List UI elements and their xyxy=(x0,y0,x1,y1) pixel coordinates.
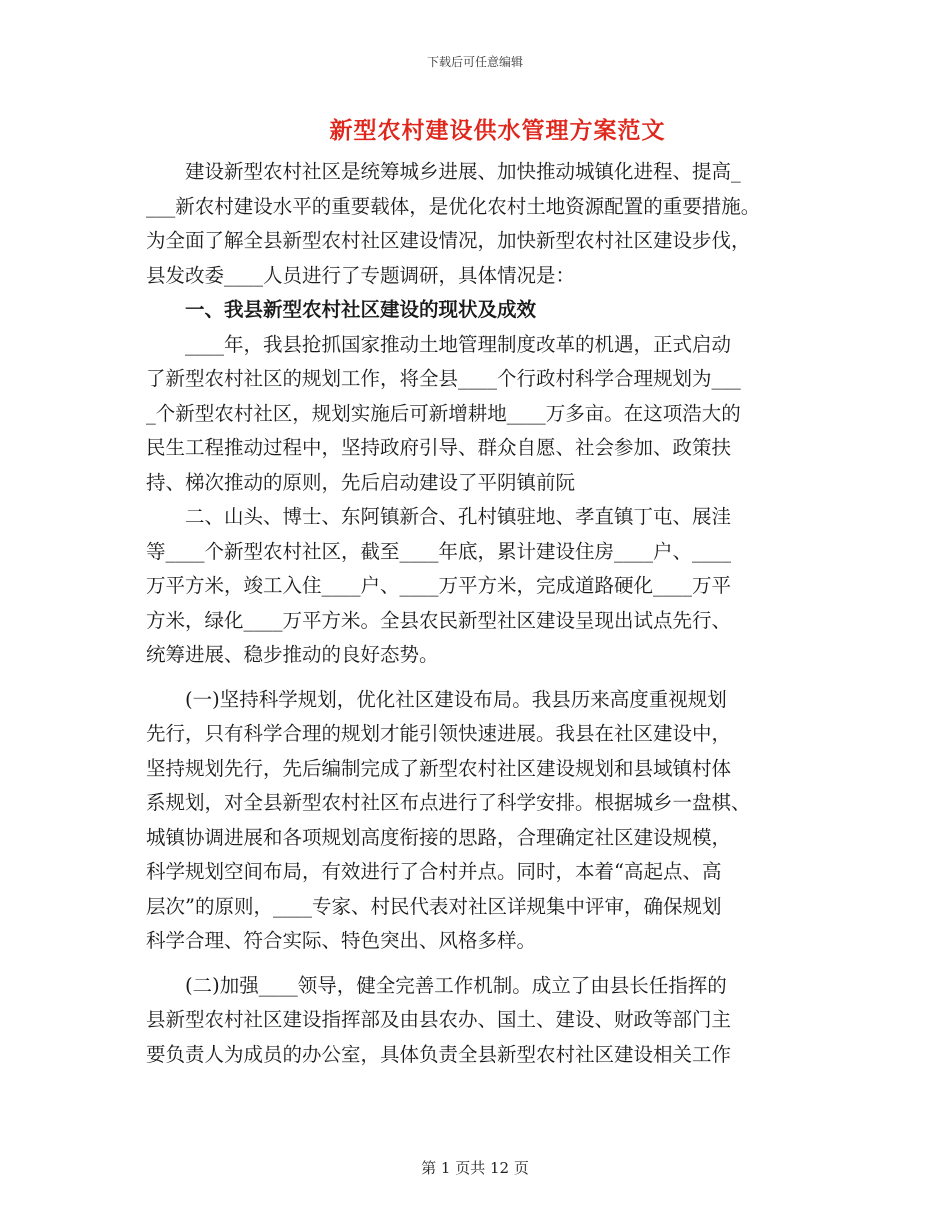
text-line: 县新型农村社区建设指挥部及由县农办、国土、建设、财政等部门主 xyxy=(146,1008,732,1031)
page-header-note: 下载后可任意编辑 xyxy=(426,55,523,69)
paragraph-leadership xyxy=(146,969,816,1073)
text-line: 建设新型农村社区是统筹城乡进展、加快推动城镇化进程、提高_ xyxy=(146,160,741,183)
document-body xyxy=(146,155,816,1072)
paragraph-intro xyxy=(146,155,816,293)
paragraph-planning xyxy=(146,683,816,959)
text-line: 科学合理、符合实际、特色突出、风格多样。 xyxy=(146,929,537,952)
text-line: 二、山头、博士、东阿镇新合、孔村镇驻地、孝直镇丁屯、展洼 xyxy=(146,505,732,528)
text-line: 方米，绿化____万平方米。全县农民新型社区建设呈现出试点先行、 xyxy=(146,608,732,632)
text-line: 层次”的原则，____专家、村民代表对社区详规集中评审，确保规划 xyxy=(146,894,722,918)
text-line: 万平方米，竣工入住____户、____万平方米，完成道路硬化____万平 xyxy=(146,574,732,597)
text-line: ____年，我县抢抓国家推动土地管理制度改革的机遇，正式启动 xyxy=(146,332,732,356)
paragraph-section-2 xyxy=(146,500,816,673)
text-line: 坚持规划先行，先后编制完成了新型农村社区建设规划和县域镇村体 xyxy=(146,756,732,780)
text-line: 要负责人为成员的办公室，具体负责全县新型农村社区建设相关工作 xyxy=(146,1042,732,1066)
text-line: 科学规划空间布局，有效进行了合村并点。同时，本着“高起点、高 xyxy=(146,860,722,883)
text-line: 民生工程推动过程中，坚持政府引导、群众自愿、社会参加、政策扶 xyxy=(146,436,732,459)
text-line: 先行，只有科学合理的规划才能引领快速进展。我县在社区建设中， xyxy=(146,722,732,745)
paragraph-status xyxy=(146,328,816,501)
text-line: 持、梯次推动的原则，先后启动建设了平阴镇前阮 xyxy=(146,470,576,494)
text-line: 为全面了解全县新型农村社区建设情况，加快新型农村社区建设步伐， xyxy=(146,229,751,252)
text-line: _个新型农村社区，规划实施后可新增耕地____万多亩。在这项浩大的 xyxy=(146,401,741,425)
text-line: (二)加强____领导，健全完善工作机制。成立了由县长任指挥的 xyxy=(146,973,727,997)
page-number-footer: 第 1 页共 12 页 xyxy=(421,1159,529,1177)
heading-line: 一、我县新型农村社区建设的现状及成效 xyxy=(146,298,537,321)
text-line: 等____个新型农村社区，截至____年底，累计建设住房____户、____ xyxy=(146,539,732,563)
text-line: 县发改委____人员进行了专题调研，具体情况是： xyxy=(146,263,576,287)
text-line: 了新型农村社区的规划工作，将全县____个行政村科学合理规划为___ xyxy=(146,367,741,390)
text-line: (一)坚持科学规划，优化社区建设布局。我县历来高度重视规划 xyxy=(146,687,727,711)
text-line: ___新农村建设水平的重要载体，是优化农村土地资源配置的重要措施。 xyxy=(146,194,761,218)
text-line: 系规划，对全县新型农村社区布点进行了科学安排。根据城乡一盘棋、 xyxy=(146,791,751,814)
section-heading-1 xyxy=(146,293,816,328)
text-line: 统筹进展、稳步推动的良好态势。 xyxy=(146,643,439,666)
text-line: 城镇协调进展和各项规划高度衔接的思路，合理确定社区建设规模， xyxy=(146,825,732,849)
document-title: 新型农村建设供水管理方案范文 xyxy=(329,117,666,144)
